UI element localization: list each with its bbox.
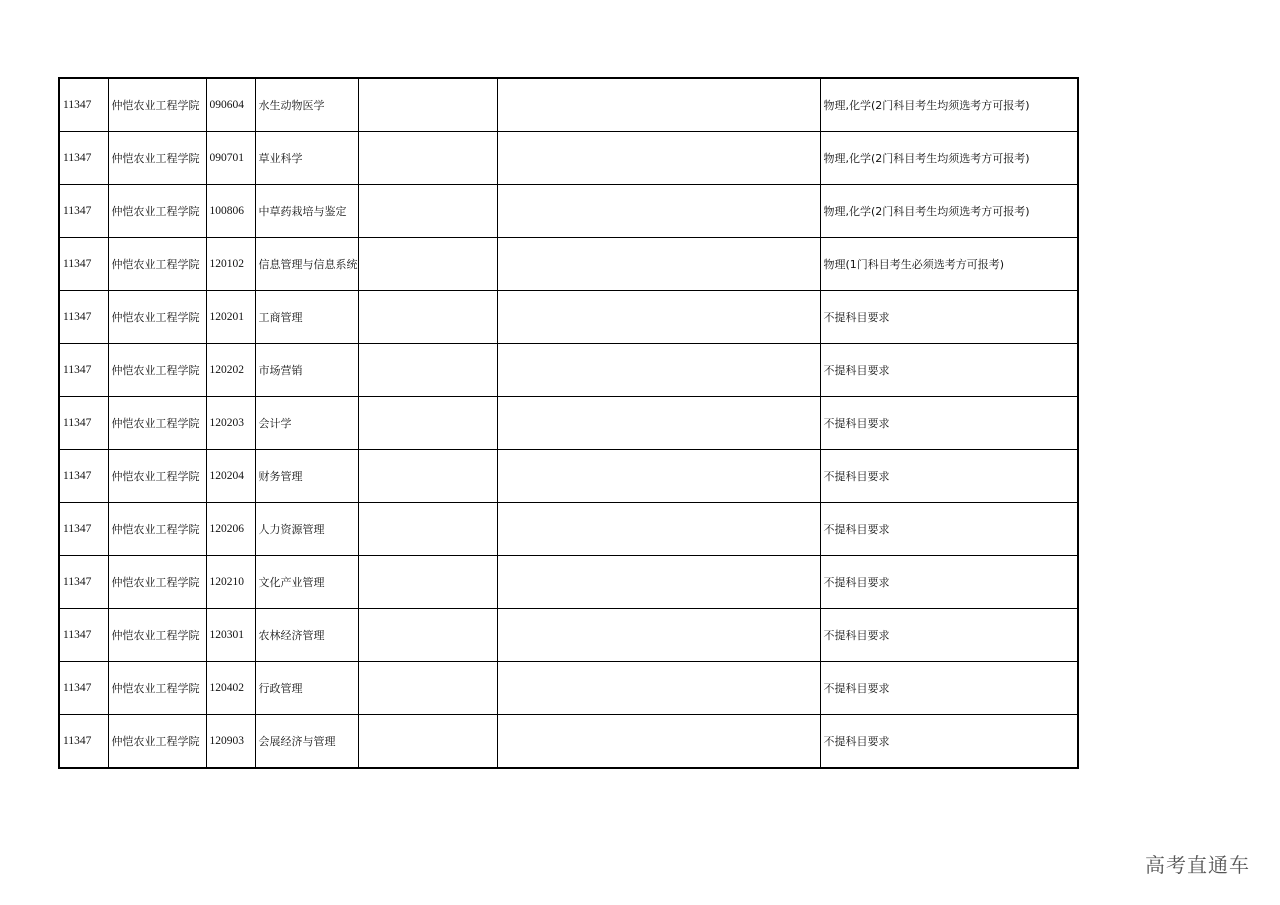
cell-school-name: 仲恺农业工程学院 — [108, 185, 206, 238]
cell-empty-6 — [497, 503, 820, 556]
cell-empty-5 — [358, 503, 497, 556]
cell-major-name: 信息管理与信息系统 — [255, 238, 358, 291]
cell-empty-5 — [358, 185, 497, 238]
watermark-text: 高考直通车 — [1145, 853, 1250, 877]
table-row — [59, 344, 1078, 397]
cell-empty-5 — [358, 344, 497, 397]
cell-major-code: 120206 — [206, 503, 255, 556]
cell-empty-5 — [358, 450, 497, 503]
table-row — [59, 450, 1078, 503]
cell-major-name: 人力资源管理 — [255, 503, 358, 556]
table-row — [59, 556, 1078, 609]
cell-subject-requirement: 不提科目要求 — [820, 715, 1078, 769]
cell-empty-6 — [497, 715, 820, 769]
cell-empty-6 — [497, 291, 820, 344]
cell-subject-requirement: 物理,化学(2门科目考生均须选考方可报考) — [820, 185, 1078, 238]
cell-major-name: 文化产业管理 — [255, 556, 358, 609]
cell-school-name: 仲恺农业工程学院 — [108, 344, 206, 397]
cell-major-name: 农林经济管理 — [255, 609, 358, 662]
table-row — [59, 291, 1078, 344]
cell-subject-requirement: 不提科目要求 — [820, 344, 1078, 397]
cell-subject-requirement: 物理,化学(2门科目考生均须选考方可报考) — [820, 78, 1078, 132]
cell-empty-5 — [358, 78, 497, 132]
cell-major-name: 行政管理 — [255, 662, 358, 715]
cell-major-code: 120102 — [206, 238, 255, 291]
cell-school-code: 11347 — [59, 344, 108, 397]
cell-school-code: 11347 — [59, 715, 108, 769]
cell-subject-requirement: 不提科目要求 — [820, 291, 1078, 344]
cell-empty-5 — [358, 238, 497, 291]
cell-empty-6 — [497, 344, 820, 397]
cell-school-code: 11347 — [59, 503, 108, 556]
cell-empty-6 — [497, 238, 820, 291]
cell-empty-5 — [358, 132, 497, 185]
cell-major-name: 会计学 — [255, 397, 358, 450]
cell-major-code: 090604 — [206, 78, 255, 132]
cell-school-name: 仲恺农业工程学院 — [108, 609, 206, 662]
cell-empty-5 — [358, 291, 497, 344]
cell-major-name: 中草药栽培与鉴定 — [255, 185, 358, 238]
cell-empty-5 — [358, 662, 497, 715]
table-row — [59, 185, 1078, 238]
cell-empty-6 — [497, 132, 820, 185]
cell-empty-5 — [358, 715, 497, 769]
cell-major-code: 100806 — [206, 185, 255, 238]
cell-major-code: 120210 — [206, 556, 255, 609]
cell-subject-requirement: 不提科目要求 — [820, 503, 1078, 556]
cell-school-name: 仲恺农业工程学院 — [108, 503, 206, 556]
cell-school-name: 仲恺农业工程学院 — [108, 132, 206, 185]
majors-table — [58, 77, 1079, 769]
cell-major-code: 120903 — [206, 715, 255, 769]
cell-school-code: 11347 — [59, 291, 108, 344]
table-row — [59, 609, 1078, 662]
cell-school-name: 仲恺农业工程学院 — [108, 78, 206, 132]
cell-major-code: 090701 — [206, 132, 255, 185]
table-row — [59, 132, 1078, 185]
cell-major-code: 120402 — [206, 662, 255, 715]
cell-empty-5 — [358, 556, 497, 609]
cell-empty-6 — [497, 609, 820, 662]
cell-school-code: 11347 — [59, 185, 108, 238]
cell-major-name: 草业科学 — [255, 132, 358, 185]
table-body — [59, 78, 1078, 768]
table-row — [59, 238, 1078, 291]
cell-school-code: 11347 — [59, 132, 108, 185]
cell-subject-requirement: 不提科目要求 — [820, 556, 1078, 609]
cell-empty-6 — [497, 185, 820, 238]
cell-empty-6 — [497, 78, 820, 132]
cell-subject-requirement: 物理,化学(2门科目考生均须选考方可报考) — [820, 132, 1078, 185]
cell-school-name: 仲恺农业工程学院 — [108, 715, 206, 769]
cell-school-code: 11347 — [59, 238, 108, 291]
table-row — [59, 78, 1078, 132]
cell-school-code: 11347 — [59, 78, 108, 132]
cell-school-name: 仲恺农业工程学院 — [108, 662, 206, 715]
cell-school-name: 仲恺农业工程学院 — [108, 291, 206, 344]
cell-major-code: 120301 — [206, 609, 255, 662]
cell-subject-requirement: 不提科目要求 — [820, 450, 1078, 503]
cell-school-name: 仲恺农业工程学院 — [108, 450, 206, 503]
cell-major-name: 水生动物医学 — [255, 78, 358, 132]
table-row — [59, 503, 1078, 556]
cell-major-name: 会展经济与管理 — [255, 715, 358, 769]
cell-school-code: 11347 — [59, 662, 108, 715]
cell-empty-6 — [497, 397, 820, 450]
table-row — [59, 715, 1078, 769]
cell-school-name: 仲恺农业工程学院 — [108, 238, 206, 291]
cell-subject-requirement: 不提科目要求 — [820, 609, 1078, 662]
cell-school-name: 仲恺农业工程学院 — [108, 397, 206, 450]
cell-subject-requirement: 不提科目要求 — [820, 397, 1078, 450]
cell-major-name: 财务管理 — [255, 450, 358, 503]
cell-empty-6 — [497, 556, 820, 609]
cell-empty-5 — [358, 609, 497, 662]
cell-major-code: 120203 — [206, 397, 255, 450]
cell-empty-6 — [497, 450, 820, 503]
cell-school-code: 11347 — [59, 397, 108, 450]
cell-school-code: 11347 — [59, 450, 108, 503]
cell-empty-5 — [358, 397, 497, 450]
cell-major-name: 市场营销 — [255, 344, 358, 397]
cell-school-code: 11347 — [59, 609, 108, 662]
cell-subject-requirement: 不提科目要求 — [820, 662, 1078, 715]
cell-subject-requirement: 物理(1门科目考生必须选考方可报考) — [820, 238, 1078, 291]
cell-major-code: 120202 — [206, 344, 255, 397]
cell-school-name: 仲恺农业工程学院 — [108, 556, 206, 609]
cell-major-code: 120204 — [206, 450, 255, 503]
cell-empty-6 — [497, 662, 820, 715]
cell-school-code: 11347 — [59, 556, 108, 609]
cell-major-name: 工商管理 — [255, 291, 358, 344]
cell-major-code: 120201 — [206, 291, 255, 344]
table-row — [59, 662, 1078, 715]
table-row — [59, 397, 1078, 450]
